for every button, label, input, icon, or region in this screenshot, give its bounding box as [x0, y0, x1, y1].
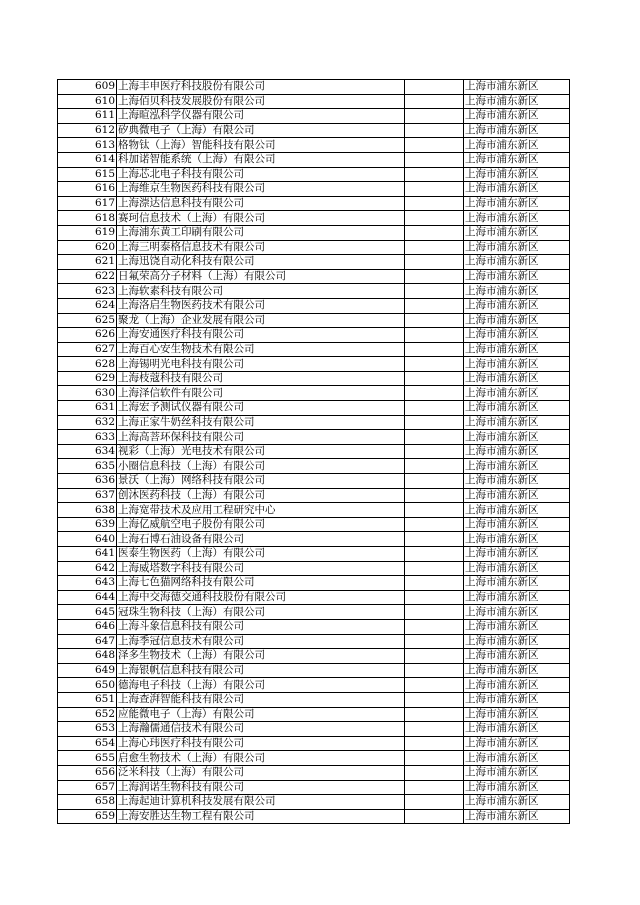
- region-cell: 上海市浦东新区: [464, 357, 570, 372]
- row-number: 652: [58, 707, 117, 722]
- row-number: 619: [58, 225, 117, 240]
- table-row: [58, 371, 570, 386]
- row-number: 622: [58, 269, 117, 284]
- empty-cell: [405, 459, 464, 474]
- table-row: [58, 678, 570, 693]
- row-number: 646: [58, 619, 117, 634]
- region-cell: 上海市浦东新区: [464, 182, 570, 197]
- company-name: 上海查湃智能科技有限公司: [117, 692, 405, 707]
- table-row: [58, 795, 570, 810]
- company-name: 上海丰申医疗科技股份有限公司: [117, 80, 405, 95]
- row-number: 644: [58, 590, 117, 605]
- region-cell: 上海市浦东新区: [464, 649, 570, 664]
- empty-cell: [405, 722, 464, 737]
- region-cell: 上海市浦东新区: [464, 152, 570, 167]
- row-number: 631: [58, 401, 117, 416]
- company-name: 聚龙（上海）企业发展有限公司: [117, 313, 405, 328]
- row-number: 636: [58, 474, 117, 489]
- empty-cell: [405, 561, 464, 576]
- empty-cell: [405, 94, 464, 109]
- company-name: 上海斗象信息科技有限公司: [117, 619, 405, 634]
- empty-cell: [405, 196, 464, 211]
- company-name: 冠珠生物科技（上海）有限公司: [117, 605, 405, 620]
- region-cell: 上海市浦东新区: [464, 488, 570, 503]
- company-name: 上海润诺生物科技有限公司: [117, 780, 405, 795]
- region-cell: 上海市浦东新区: [464, 736, 570, 751]
- company-name: 上海亿威航空电子股份有限公司: [117, 517, 405, 532]
- row-number: 629: [58, 371, 117, 386]
- company-name: 视彩（上海）光电技术有限公司: [117, 444, 405, 459]
- row-number: 648: [58, 649, 117, 664]
- region-cell: 上海市浦东新区: [464, 123, 570, 138]
- empty-cell: [405, 386, 464, 401]
- table-row: [58, 430, 570, 445]
- row-number: 641: [58, 547, 117, 562]
- company-name: 上海软素科技有限公司: [117, 284, 405, 299]
- row-number: 618: [58, 211, 117, 226]
- empty-cell: [405, 678, 464, 693]
- region-cell: 上海市浦东新区: [464, 94, 570, 109]
- region-cell: 上海市浦东新区: [464, 255, 570, 270]
- empty-cell: [405, 298, 464, 313]
- company-name: 泛米科技（上海）有限公司: [117, 765, 405, 780]
- company-name: 上海正家牛奶丝科技有限公司: [117, 415, 405, 430]
- table-row: [58, 722, 570, 737]
- table-row: [58, 765, 570, 780]
- row-number: 624: [58, 298, 117, 313]
- table-row: [58, 707, 570, 722]
- region-cell: 上海市浦东新区: [464, 328, 570, 343]
- company-name: 上海中交海德交通科技股份有限公司: [117, 590, 405, 605]
- region-cell: 上海市浦东新区: [464, 269, 570, 284]
- region-cell: 上海市浦东新区: [464, 561, 570, 576]
- region-cell: 上海市浦东新区: [464, 678, 570, 693]
- region-cell: 上海市浦东新区: [464, 634, 570, 649]
- row-number: 610: [58, 94, 117, 109]
- region-cell: 上海市浦东新区: [464, 430, 570, 445]
- table-row: [58, 605, 570, 620]
- empty-cell: [405, 692, 464, 707]
- region-cell: 上海市浦东新区: [464, 444, 570, 459]
- row-number: 645: [58, 605, 117, 620]
- table-row: [58, 576, 570, 591]
- row-number: 617: [58, 196, 117, 211]
- empty-cell: [405, 152, 464, 167]
- table-row: [58, 444, 570, 459]
- company-name: 上海枝蔻科技有限公司: [117, 371, 405, 386]
- company-name: 上海暄泓科学仪器有限公司: [117, 109, 405, 124]
- row-number: 621: [58, 255, 117, 270]
- region-cell: 上海市浦东新区: [464, 284, 570, 299]
- region-cell: 上海市浦东新区: [464, 795, 570, 810]
- empty-cell: [405, 765, 464, 780]
- empty-cell: [405, 488, 464, 503]
- table-row: [58, 634, 570, 649]
- empty-cell: [405, 167, 464, 182]
- empty-cell: [405, 751, 464, 766]
- company-name: 上海银帆信息科技有限公司: [117, 663, 405, 678]
- table-row: [58, 225, 570, 240]
- row-number: 627: [58, 342, 117, 357]
- table-row: [58, 94, 570, 109]
- company-name: 上海石博石油设备有限公司: [117, 532, 405, 547]
- region-cell: 上海市浦东新区: [464, 751, 570, 766]
- region-cell: 上海市浦东新区: [464, 663, 570, 678]
- empty-cell: [405, 576, 464, 591]
- table-row: [58, 401, 570, 416]
- row-number: 612: [58, 123, 117, 138]
- company-name: 矽典微电子（上海）有限公司: [117, 123, 405, 138]
- company-name: 德海电子科技（上海）有限公司: [117, 678, 405, 693]
- company-name: 上海迅饶自动化科技有限公司: [117, 255, 405, 270]
- company-name: 上海维京生物医药科技有限公司: [117, 182, 405, 197]
- row-number: 655: [58, 751, 117, 766]
- region-cell: 上海市浦东新区: [464, 211, 570, 226]
- region-cell: 上海市浦东新区: [464, 401, 570, 416]
- row-number: 630: [58, 386, 117, 401]
- row-number: 620: [58, 240, 117, 255]
- row-number: 615: [58, 167, 117, 182]
- company-name: 上海芯北电子科技有限公司: [117, 167, 405, 182]
- empty-cell: [405, 474, 464, 489]
- empty-cell: [405, 357, 464, 372]
- empty-cell: [405, 430, 464, 445]
- empty-cell: [405, 780, 464, 795]
- row-number: 628: [58, 357, 117, 372]
- region-cell: 上海市浦东新区: [464, 371, 570, 386]
- empty-cell: [405, 211, 464, 226]
- row-number: 633: [58, 430, 117, 445]
- company-name: 应能微电子（上海）有限公司: [117, 707, 405, 722]
- table-row: [58, 109, 570, 124]
- empty-cell: [405, 401, 464, 416]
- region-cell: 上海市浦东新区: [464, 722, 570, 737]
- company-name: 上海泽信软件有限公司: [117, 386, 405, 401]
- empty-cell: [405, 415, 464, 430]
- company-name: 上海高菩环保科技有限公司: [117, 430, 405, 445]
- row-number: 649: [58, 663, 117, 678]
- company-name: 上海起迪计算机科技发展有限公司: [117, 795, 405, 810]
- table-row: [58, 328, 570, 343]
- company-name: 上海威塔数字科技有限公司: [117, 561, 405, 576]
- empty-cell: [405, 809, 464, 824]
- row-number: 658: [58, 795, 117, 810]
- empty-cell: [405, 342, 464, 357]
- table-row: [58, 80, 570, 95]
- table-row: [58, 415, 570, 430]
- table-row: [58, 692, 570, 707]
- region-cell: 上海市浦东新区: [464, 619, 570, 634]
- empty-cell: [405, 517, 464, 532]
- region-cell: 上海市浦东新区: [464, 80, 570, 95]
- region-cell: 上海市浦东新区: [464, 576, 570, 591]
- row-number: 611: [58, 109, 117, 124]
- empty-cell: [405, 707, 464, 722]
- table-row: [58, 240, 570, 255]
- company-name: 上海瀚儒通信技术有限公司: [117, 722, 405, 737]
- company-name: 上海宽带技术及应用工程研究中心: [117, 503, 405, 518]
- row-number: 625: [58, 313, 117, 328]
- company-name: 上海浦东黄工印刷有限公司: [117, 225, 405, 240]
- company-name: 上海洛启生物医药技术有限公司: [117, 298, 405, 313]
- table-row: [58, 342, 570, 357]
- row-number: 623: [58, 284, 117, 299]
- row-number: 650: [58, 678, 117, 693]
- region-cell: 上海市浦东新区: [464, 692, 570, 707]
- table-row: [58, 123, 570, 138]
- row-number: 626: [58, 328, 117, 343]
- company-name: 上海季冠信息技术有限公司: [117, 634, 405, 649]
- table-row: [58, 313, 570, 328]
- table-row: [58, 649, 570, 664]
- empty-cell: [405, 605, 464, 620]
- company-name: 赛珂信息技术（上海）有限公司: [117, 211, 405, 226]
- table-row: [58, 255, 570, 270]
- row-number: 647: [58, 634, 117, 649]
- empty-cell: [405, 444, 464, 459]
- table-row: [58, 196, 570, 211]
- company-name: 上海锡明光电科技有限公司: [117, 357, 405, 372]
- table-row: [58, 547, 570, 562]
- table-row: [58, 532, 570, 547]
- region-cell: 上海市浦东新区: [464, 415, 570, 430]
- row-number: 651: [58, 692, 117, 707]
- row-number: 653: [58, 722, 117, 737]
- row-number: 614: [58, 152, 117, 167]
- table-row: [58, 517, 570, 532]
- table-row: [58, 619, 570, 634]
- table-row: [58, 809, 570, 824]
- region-cell: 上海市浦东新区: [464, 109, 570, 124]
- company-name: 上海漴达信息科技有限公司: [117, 196, 405, 211]
- region-cell: 上海市浦东新区: [464, 386, 570, 401]
- table-row: [58, 751, 570, 766]
- table-row: [58, 386, 570, 401]
- company-table: [57, 79, 570, 824]
- company-name: 格物钛（上海）智能科技有限公司: [117, 138, 405, 153]
- region-cell: 上海市浦东新区: [464, 605, 570, 620]
- empty-cell: [405, 634, 464, 649]
- region-cell: 上海市浦东新区: [464, 809, 570, 824]
- row-number: 638: [58, 503, 117, 518]
- company-name: 泽多生物技术（上海）有限公司: [117, 649, 405, 664]
- empty-cell: [405, 240, 464, 255]
- row-number: 657: [58, 780, 117, 795]
- empty-cell: [405, 795, 464, 810]
- row-number: 613: [58, 138, 117, 153]
- company-name: 上海安通医疗科技有限公司: [117, 328, 405, 343]
- company-name: 医泰生物医药（上海）有限公司: [117, 547, 405, 562]
- region-cell: 上海市浦东新区: [464, 167, 570, 182]
- region-cell: 上海市浦东新区: [464, 517, 570, 532]
- empty-cell: [405, 182, 464, 197]
- empty-cell: [405, 619, 464, 634]
- row-number: 639: [58, 517, 117, 532]
- empty-cell: [405, 649, 464, 664]
- row-number: 640: [58, 532, 117, 547]
- row-number: 609: [58, 80, 117, 95]
- row-number: 616: [58, 182, 117, 197]
- company-name: 创沐医药科技（上海）有限公司: [117, 488, 405, 503]
- empty-cell: [405, 547, 464, 562]
- table-row: [58, 503, 570, 518]
- table-row: [58, 459, 570, 474]
- row-number: 637: [58, 488, 117, 503]
- company-name: 上海七色猫网络科技有限公司: [117, 576, 405, 591]
- row-number: 632: [58, 415, 117, 430]
- region-cell: 上海市浦东新区: [464, 590, 570, 605]
- region-cell: 上海市浦东新区: [464, 138, 570, 153]
- region-cell: 上海市浦东新区: [464, 342, 570, 357]
- region-cell: 上海市浦东新区: [464, 240, 570, 255]
- empty-cell: [405, 663, 464, 678]
- company-name: 上海三明泰格信息技术有限公司: [117, 240, 405, 255]
- empty-cell: [405, 269, 464, 284]
- table-row: [58, 211, 570, 226]
- region-cell: 上海市浦东新区: [464, 313, 570, 328]
- region-cell: 上海市浦东新区: [464, 503, 570, 518]
- company-table-body: [58, 80, 570, 824]
- table-row: [58, 357, 570, 372]
- empty-cell: [405, 328, 464, 343]
- table-row: [58, 663, 570, 678]
- table-row: [58, 167, 570, 182]
- region-cell: 上海市浦东新区: [464, 225, 570, 240]
- region-cell: 上海市浦东新区: [464, 765, 570, 780]
- empty-cell: [405, 109, 464, 124]
- table-row: [58, 269, 570, 284]
- empty-cell: [405, 371, 464, 386]
- region-cell: 上海市浦东新区: [464, 547, 570, 562]
- company-name: 日氟荣高分子材料（上海）有限公司: [117, 269, 405, 284]
- table-row: [58, 182, 570, 197]
- region-cell: 上海市浦东新区: [464, 298, 570, 313]
- empty-cell: [405, 590, 464, 605]
- company-name: 上海百心安生物技术有限公司: [117, 342, 405, 357]
- row-number: 659: [58, 809, 117, 824]
- company-list-sheet: [57, 79, 570, 824]
- company-name: 启愈生物技术（上海）有限公司: [117, 751, 405, 766]
- row-number: 634: [58, 444, 117, 459]
- company-name: 小圈信息科技（上海）有限公司: [117, 459, 405, 474]
- table-row: [58, 298, 570, 313]
- empty-cell: [405, 532, 464, 547]
- table-row: [58, 152, 570, 167]
- company-name: 上海宏予测试仪器有限公司: [117, 401, 405, 416]
- row-number: 635: [58, 459, 117, 474]
- empty-cell: [405, 503, 464, 518]
- company-name: 上海佰贝科技发展股份有限公司: [117, 94, 405, 109]
- region-cell: 上海市浦东新区: [464, 459, 570, 474]
- company-name: 上海安胜达生物工程有限公司: [117, 809, 405, 824]
- region-cell: 上海市浦东新区: [464, 780, 570, 795]
- region-cell: 上海市浦东新区: [464, 532, 570, 547]
- company-name: 上海心玮医疗科技有限公司: [117, 736, 405, 751]
- row-number: 654: [58, 736, 117, 751]
- empty-cell: [405, 80, 464, 95]
- company-name: 科加诺智能系统（上海）有限公司: [117, 152, 405, 167]
- table-row: [58, 474, 570, 489]
- empty-cell: [405, 284, 464, 299]
- table-row: [58, 138, 570, 153]
- empty-cell: [405, 736, 464, 751]
- empty-cell: [405, 138, 464, 153]
- region-cell: 上海市浦东新区: [464, 196, 570, 211]
- region-cell: 上海市浦东新区: [464, 707, 570, 722]
- table-row: [58, 561, 570, 576]
- empty-cell: [405, 313, 464, 328]
- empty-cell: [405, 255, 464, 270]
- row-number: 643: [58, 576, 117, 591]
- region-cell: 上海市浦东新区: [464, 474, 570, 489]
- row-number: 656: [58, 765, 117, 780]
- row-number: 642: [58, 561, 117, 576]
- table-row: [58, 488, 570, 503]
- empty-cell: [405, 225, 464, 240]
- company-name: 景沃（上海）网络科技有限公司: [117, 474, 405, 489]
- table-row: [58, 284, 570, 299]
- table-row: [58, 780, 570, 795]
- table-row: [58, 590, 570, 605]
- table-row: [58, 736, 570, 751]
- empty-cell: [405, 123, 464, 138]
